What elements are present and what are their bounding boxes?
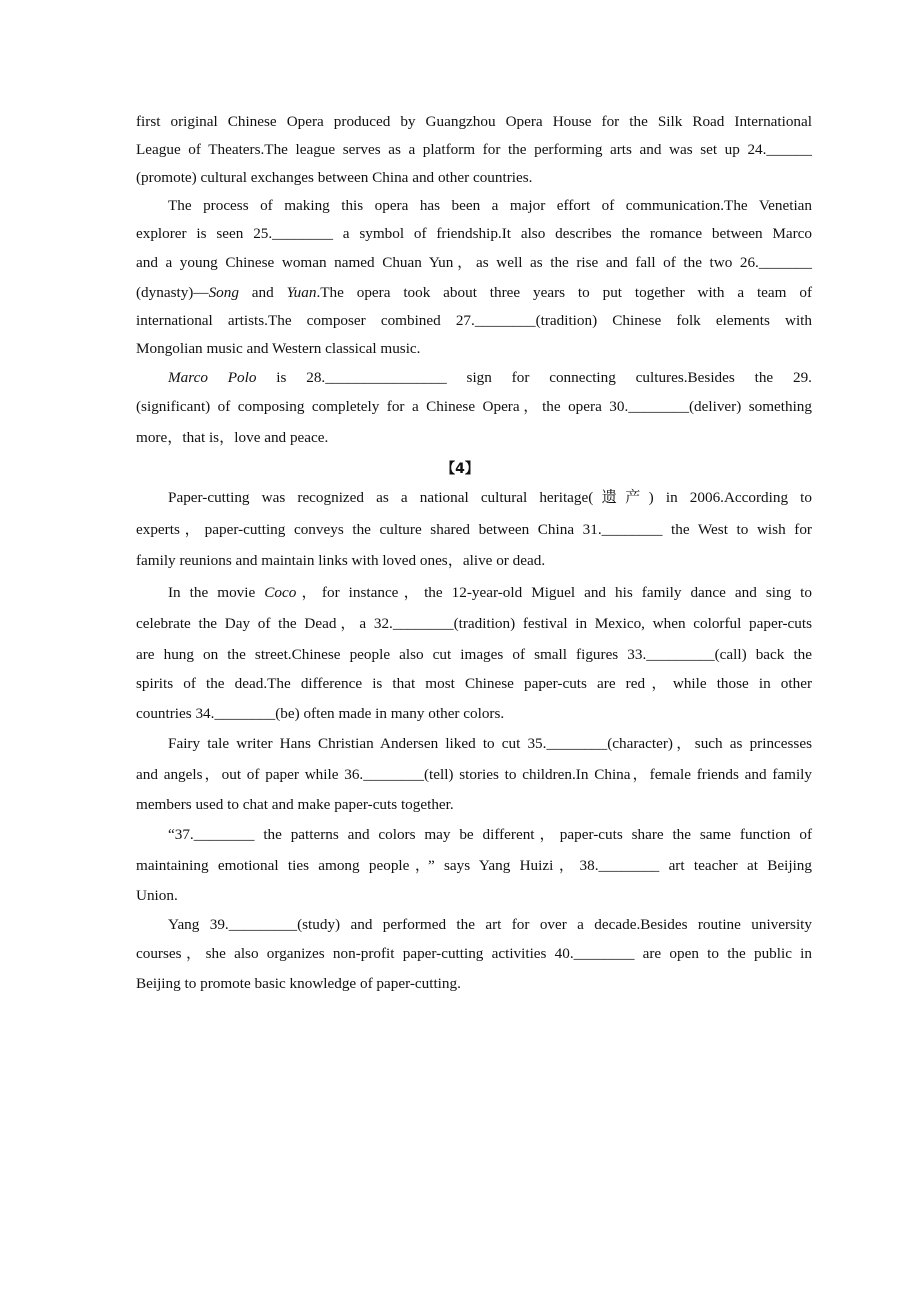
text-segment: ，for instance，the 12-year-old Miguel and his family dance and sing to — [296, 584, 812, 601]
text-line — [136, 254, 812, 272]
text-line — [136, 141, 812, 159]
text-segment: first original Chinese Opera produced by Guangzhou Opera House for the Silk Road International — [136, 113, 812, 130]
italic-text: Yuan — [286, 284, 317, 301]
text-segment: and a young Chinese woman named Chuan Yun，as well as the rise and fall of the two 26._______ — [136, 254, 812, 271]
text-line — [168, 584, 812, 602]
text-segment: The process of making this opera has been a major effort of communication.The Venetian — [168, 197, 812, 214]
text-segment: Mongolian music and Western classical music. — [136, 340, 421, 357]
text-line — [168, 916, 812, 934]
text-line — [136, 225, 812, 243]
text-segment: (dynasty)— — [136, 284, 209, 301]
text-segment: spirits of the dead.The difference is that most Chinese paper-cuts are red，while those in other — [136, 675, 812, 692]
text-segment: (promote) cultural exchanges between China and other countries. — [136, 169, 533, 186]
text-segment: “37.________ the patterns and colors may be different，paper-cuts share the same function of — [168, 826, 812, 843]
text-line — [136, 945, 812, 963]
italic-text: Coco — [264, 584, 297, 601]
text-line — [136, 521, 812, 539]
text-segment: members used to chat and make paper-cuts together. — [136, 796, 454, 813]
text-segment: Fairy tale writer Hans Christian Andersen liked to cut 35.________(character)，such as princesses — [168, 735, 812, 752]
text-segment: Union. — [136, 887, 178, 904]
italic-text: Marco Polo — [168, 369, 257, 386]
text-segment: and — [238, 284, 287, 301]
text-segment: .The opera took about three years to put together with a team of — [316, 284, 812, 301]
section-heading: 【4】 — [441, 461, 479, 477]
text-segment: explorer is seen 25.________ a symbol of friendship.It also describes the romance between Marco — [136, 225, 812, 242]
text-line — [136, 340, 812, 358]
text-segment: celebrate the Day of the Dead，a 32.________(tradition) festival in Mexico, when colorful paper-cuts — [136, 615, 812, 632]
text-line — [136, 887, 812, 905]
text-line — [136, 796, 812, 814]
text-line — [136, 312, 812, 330]
text-line — [136, 429, 812, 447]
text-line — [136, 857, 812, 875]
text-line — [136, 975, 812, 993]
text-line — [168, 735, 812, 753]
text-line — [168, 197, 812, 215]
text-segment: League of Theaters.The league serves as a platform for the performing arts and was set up 24.______ — [136, 141, 812, 158]
text-segment: courses，she also organizes non-profit paper-cutting activities 40.________ are open to the public in — [136, 945, 812, 962]
text-segment: more，that is，love and peace. — [136, 429, 329, 446]
text-line — [136, 766, 812, 784]
text-line — [136, 646, 812, 664]
text-line — [168, 369, 812, 387]
text-segment: Paper-cutting was recognized as a national cultural heritage(遗产) in 2006.According to — [168, 489, 812, 506]
text-line — [168, 826, 812, 844]
text-segment: Beijing to promote basic knowledge of paper-cutting. — [136, 975, 461, 992]
text-line — [136, 398, 812, 416]
text-line — [136, 615, 812, 633]
text-segment: is 28.________________ sign for connecting cultures.Besides the 29. — [256, 369, 812, 386]
text-segment: and angels，out of paper while 36.________(tell) stories to children.In China，female friends and family — [136, 766, 812, 783]
text-line — [136, 113, 812, 131]
italic-text: Song — [208, 284, 239, 301]
text-segment: In the movie — [168, 584, 265, 601]
text-line — [136, 284, 812, 302]
text-segment: international artists.The composer combined 27.________(tradition) Chinese folk elements with — [136, 312, 812, 329]
text-segment: are hung on the street.Chinese people also cut images of small figures 33._________(call) back the — [136, 646, 812, 663]
text-segment: family reunions and maintain links with loved ones，alive or dead. — [136, 552, 546, 569]
text-segment: countries 34.________(be) often made in many other colors. — [136, 705, 505, 722]
text-segment: (significant) of composing completely for a Chinese Opera，the opera 30.________(deliver) something — [136, 398, 812, 415]
text-line — [136, 705, 812, 723]
text-line — [168, 489, 812, 507]
text-line — [136, 552, 812, 570]
text-line — [136, 675, 812, 693]
text-segment: Yang 39._________(study) and performed the art for over a decade.Besides routine university — [168, 916, 812, 933]
text-segment: maintaining emotional ties among people，” says Yang Huizi，38.________ art teacher at Beijing — [136, 857, 812, 874]
text-line — [136, 169, 812, 187]
text-segment: experts，paper-cutting conveys the culture shared between China 31.________ the West to wish for — [136, 521, 812, 538]
